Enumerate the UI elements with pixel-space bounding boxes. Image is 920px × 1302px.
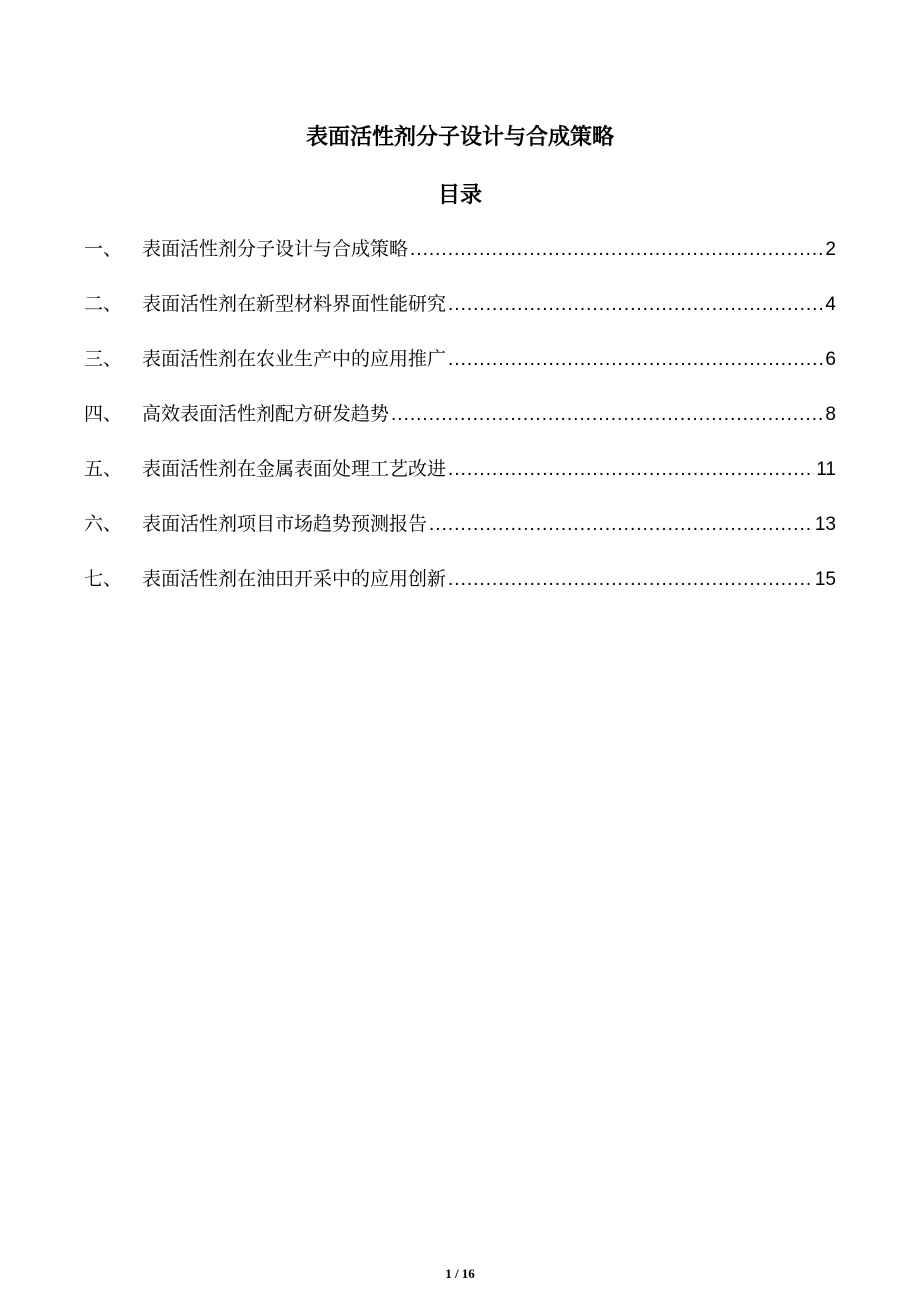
- toc-entry-number: 七、: [84, 569, 123, 590]
- table-of-contents: [84, 236, 836, 621]
- toc-dot-leader: [429, 511, 813, 539]
- toc-heading: 目录: [437, 182, 482, 207]
- toc-entry-title: 表面活性剂在金属表面处理工艺改进: [142, 459, 447, 480]
- toc-entry-number: 四、: [84, 404, 123, 425]
- toc-dot-leader: [448, 291, 823, 319]
- toc-entry-6[interactable]: [84, 511, 836, 566]
- toc-entry-page: 4: [825, 294, 836, 315]
- toc-dot-leader: [410, 236, 823, 264]
- page-number-footer: 1 / 16: [445, 1266, 475, 1281]
- document-title: 表面活性剂分子设计与合成策略: [305, 124, 614, 149]
- toc-entry-title: 表面活性剂在农业生产中的应用推广: [142, 349, 447, 370]
- toc-entry-page: 15: [814, 569, 836, 590]
- toc-entry-number: 六、: [84, 514, 123, 535]
- toc-entry-3[interactable]: [84, 346, 836, 401]
- toc-entry-page: 8: [825, 404, 836, 425]
- toc-entry-7[interactable]: [84, 566, 836, 621]
- toc-dot-leader: [448, 456, 814, 484]
- toc-entry-title: 表面活性剂分子设计与合成策略: [142, 239, 409, 260]
- toc-entry-number: 二、: [84, 294, 123, 315]
- toc-entry-page: 2: [825, 239, 836, 260]
- toc-entry-number: 一、: [84, 239, 123, 260]
- toc-entry-1[interactable]: [84, 236, 836, 291]
- toc-entry-5[interactable]: [84, 456, 836, 511]
- toc-entry-number: 五、: [84, 459, 123, 480]
- toc-entry-title: 表面活性剂在油田开采中的应用创新: [142, 569, 447, 590]
- toc-entry-title: 高效表面活性剂配方研发趋势: [142, 404, 390, 425]
- toc-entry-page: 13: [814, 514, 836, 535]
- toc-dot-leader: [448, 566, 813, 594]
- toc-entry-2[interactable]: [84, 291, 836, 346]
- toc-entry-title: 表面活性剂在新型材料界面性能研究: [142, 294, 447, 315]
- toc-entry-4[interactable]: [84, 401, 836, 456]
- toc-entry-page: 6: [825, 349, 836, 370]
- toc-entry-title: 表面活性剂项目市场趋势预测报告: [142, 514, 428, 535]
- toc-entry-number: 三、: [84, 349, 123, 370]
- toc-dot-leader: [391, 401, 823, 429]
- toc-dot-leader: [448, 346, 823, 374]
- toc-entry-page: 11: [816, 459, 836, 480]
